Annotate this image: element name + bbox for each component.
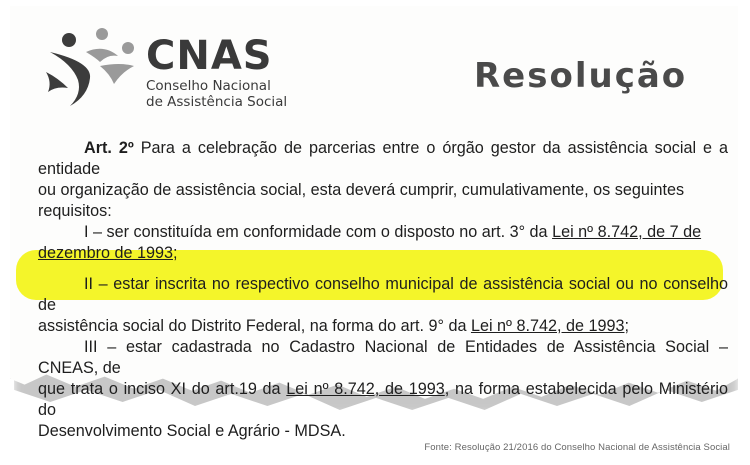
item-3-cont: que trata o inciso XI do art.19 da Lei nº 8.742, de 1993, na forma estabelecida pelo Ministério do xyxy=(38,380,729,419)
article-intro-line-3: requisitos: xyxy=(38,202,112,220)
item-3-end: Desenvolvimento Social e Agrário - MDSA. xyxy=(38,422,346,440)
article-intro: Art. 2º Para a celebração de parcerias entre o órgão gestor da assistência social e a entidade xyxy=(38,139,728,178)
item-1-cont: dezembro de 1993; xyxy=(38,244,178,262)
law-reference: Lei nº 8.742, de 1993 xyxy=(286,380,445,398)
article-intro-line-2: ou organização de assistência social, esta deverá cumprir, cumulativamente, os seguintes xyxy=(38,181,685,199)
article-body xyxy=(38,138,728,442)
cnas-logo-icon xyxy=(42,22,142,112)
brand-line-1: Conselho Nacional xyxy=(146,78,271,94)
item-2-cont: assistência social do Distrito Federal, na forma do art. 9° da Lei nº 8.742, de 1993; xyxy=(38,317,629,335)
item-2: II – estar inscrita no respectivo conselho municipal de assistência social ou no conselho de xyxy=(38,275,728,314)
brand-line-2: de Assistência Social xyxy=(146,94,288,110)
law-reference: Lei nº 8.742, de 7 de xyxy=(552,223,702,241)
document-type-heading: Resolução xyxy=(474,56,688,96)
item-3: III – estar cadastrada no Cadastro Nacional de Entidades de Assistência Social – CNEAS, de xyxy=(38,338,728,377)
law-reference: dezembro de 1993 xyxy=(38,244,173,262)
item-1: I – ser constituída em conformidade com o disposto no art. 3° da Lei nº 8.742, de 7 de xyxy=(84,223,702,241)
law-reference: Lei nº 8.742, de 1993 xyxy=(470,317,625,335)
article-label: Art. 2º xyxy=(84,139,134,157)
source-caption: Fonte: Resolução 21/2016 do Conselho Nacional de Assistência Social xyxy=(424,442,730,453)
brand-acronym: CNAS xyxy=(146,33,273,79)
brand-name xyxy=(146,78,287,110)
